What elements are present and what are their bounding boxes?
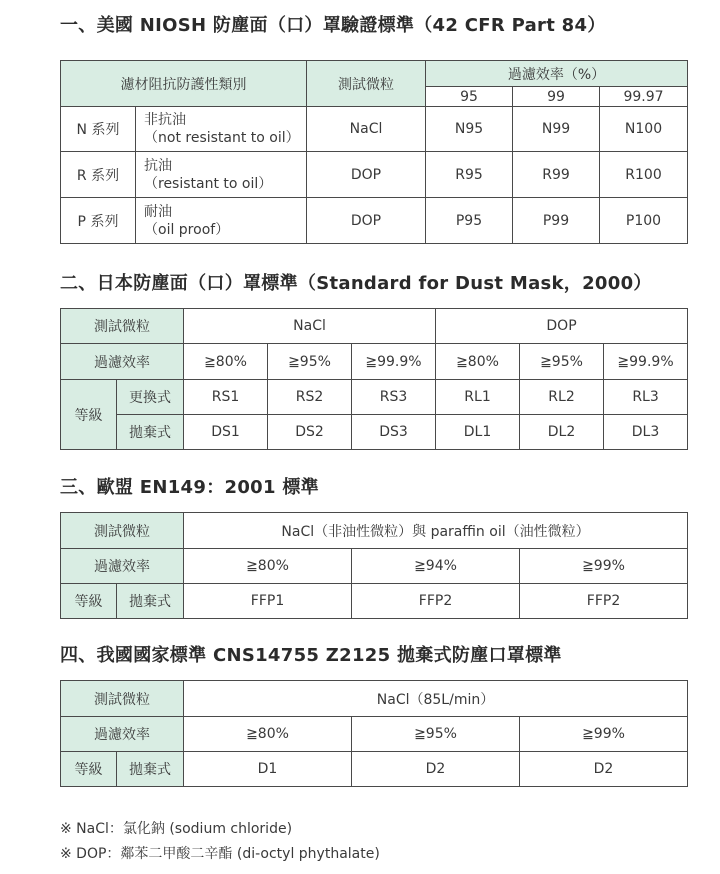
- grade-cell: D1: [184, 752, 352, 787]
- section-title-cns: 四、我國國家標準 CNS14755 Z2125 拋棄式防塵口罩標準: [60, 645, 562, 666]
- header-efficiency: 過濾效率（%）: [426, 61, 688, 87]
- particle-nacl: NaCl: [184, 309, 436, 344]
- series-desc: [136, 107, 307, 152]
- note-nacl: ※ NaCl：氯化鈉 (sodium chloride): [60, 821, 293, 837]
- series-desc: [136, 198, 307, 244]
- section-title-niosh: 一、美國 NIOSH 防塵面（口）罩驗證標準（42 CFR Part 84）: [60, 15, 606, 36]
- grade-cell: DS3: [352, 415, 436, 450]
- footnotes: [60, 817, 380, 867]
- grade-cell: DL3: [604, 415, 688, 450]
- series-label: N 系列: [61, 107, 136, 152]
- grade-cell: FFP2: [352, 584, 520, 619]
- header-grade: 等級: [61, 584, 117, 619]
- note-dop: ※ DOP：鄰苯二甲酸二辛酯 (di-octyl phythalate): [60, 846, 380, 862]
- eff-cell: ≧95%: [352, 717, 520, 752]
- grade-cell: RL3: [604, 380, 688, 415]
- series-label: R 系列: [61, 152, 136, 198]
- particle-dop: DOP: [436, 309, 688, 344]
- grade-cell: D2: [520, 752, 688, 787]
- eff-cell: ≧94%: [352, 549, 520, 584]
- grade-cell: DS1: [184, 415, 268, 450]
- eff-cell: ≧99%: [520, 717, 688, 752]
- desc-en: （oil proof）: [144, 221, 230, 238]
- header-grade: 等級: [61, 380, 117, 450]
- header-efficiency: 過濾效率: [61, 717, 184, 752]
- header-particle: 測試微粒: [307, 61, 426, 107]
- header-replaceable: 更換式: [117, 380, 184, 415]
- series-desc: [136, 152, 307, 198]
- section-cns: [60, 642, 687, 787]
- grade-cell: DL1: [436, 415, 520, 450]
- header-disposable: 拋棄式: [117, 415, 184, 450]
- grade-cell: P100: [600, 198, 688, 244]
- grade-cell: RL1: [436, 380, 520, 415]
- particle-cell: DOP: [307, 198, 426, 244]
- grade-cell: R95: [426, 152, 513, 198]
- header-disposable: 拋棄式: [117, 752, 184, 787]
- grade-cell: P99: [513, 198, 600, 244]
- particle-cell: NaCl（85L/min）: [184, 681, 688, 717]
- grade-cell: RS3: [352, 380, 436, 415]
- header-particle: 測試微粒: [61, 309, 184, 344]
- grade-cell: FFP1: [184, 584, 352, 619]
- eff-99: 99: [513, 87, 600, 107]
- eff-cell: ≧80%: [184, 549, 352, 584]
- section-niosh: [60, 12, 687, 244]
- eff-cell: ≧99%: [520, 549, 688, 584]
- desc-zh: 非抗油: [144, 112, 186, 128]
- header-particle: 測試微粒: [61, 681, 184, 717]
- header-category: 濾材阻抗防護性類別: [61, 61, 307, 107]
- series-label: P 系列: [61, 198, 136, 244]
- grade-cell: DS2: [268, 415, 352, 450]
- grade-cell: N99: [513, 107, 600, 152]
- grade-cell: R99: [513, 152, 600, 198]
- header-efficiency: 過濾效率: [61, 549, 184, 584]
- eff-cell: ≧80%: [184, 717, 352, 752]
- header-disposable: 拋棄式: [117, 584, 184, 619]
- eff-cell: ≧95%: [520, 344, 604, 380]
- particle-cell: DOP: [307, 152, 426, 198]
- grade-cell: RS2: [268, 380, 352, 415]
- header-efficiency: 過濾效率: [61, 344, 184, 380]
- grade-cell: FFP2: [520, 584, 688, 619]
- desc-en: （resistant to oil）: [144, 175, 273, 192]
- table-row: [61, 107, 688, 152]
- niosh-table: [60, 60, 688, 244]
- eff-9997: 99.97: [600, 87, 688, 107]
- desc-en: （not resistant to oil）: [144, 130, 300, 146]
- japan-table: [60, 308, 688, 450]
- eff-cell: ≧99.9%: [352, 344, 436, 380]
- grade-cell: DL2: [520, 415, 604, 450]
- desc-zh: 抗油: [144, 157, 172, 174]
- grade-cell: RS1: [184, 380, 268, 415]
- cns-table: [60, 680, 688, 787]
- header-grade: 等級: [61, 752, 117, 787]
- grade-cell: RL2: [520, 380, 604, 415]
- eff-cell: ≧80%: [436, 344, 520, 380]
- section-title-eu: 三、歐盟 EN149：2001 標準: [60, 477, 319, 498]
- section-eu: [60, 474, 687, 619]
- eu-table: [60, 512, 688, 619]
- desc-zh: 耐油: [144, 203, 172, 220]
- table-row: [61, 152, 688, 198]
- particle-cell: NaCl: [307, 107, 426, 152]
- grade-cell: N100: [600, 107, 688, 152]
- eff-cell: ≧95%: [268, 344, 352, 380]
- particle-cell: NaCl（非油性微粒）與 paraffin oil（油性微粒）: [184, 513, 688, 549]
- table-row: [61, 198, 688, 244]
- eff-cell: ≧99.9%: [604, 344, 688, 380]
- grade-cell: D2: [352, 752, 520, 787]
- grade-cell: R100: [600, 152, 688, 198]
- grade-cell: P95: [426, 198, 513, 244]
- eff-95: 95: [426, 87, 513, 107]
- header-particle: 測試微粒: [61, 513, 184, 549]
- grade-cell: N95: [426, 107, 513, 152]
- eff-cell: ≧80%: [184, 344, 268, 380]
- section-title-japan: 二、日本防塵面（口）罩標準（Standard for Dust Mask，2000）: [60, 273, 652, 294]
- section-japan: [60, 270, 687, 450]
